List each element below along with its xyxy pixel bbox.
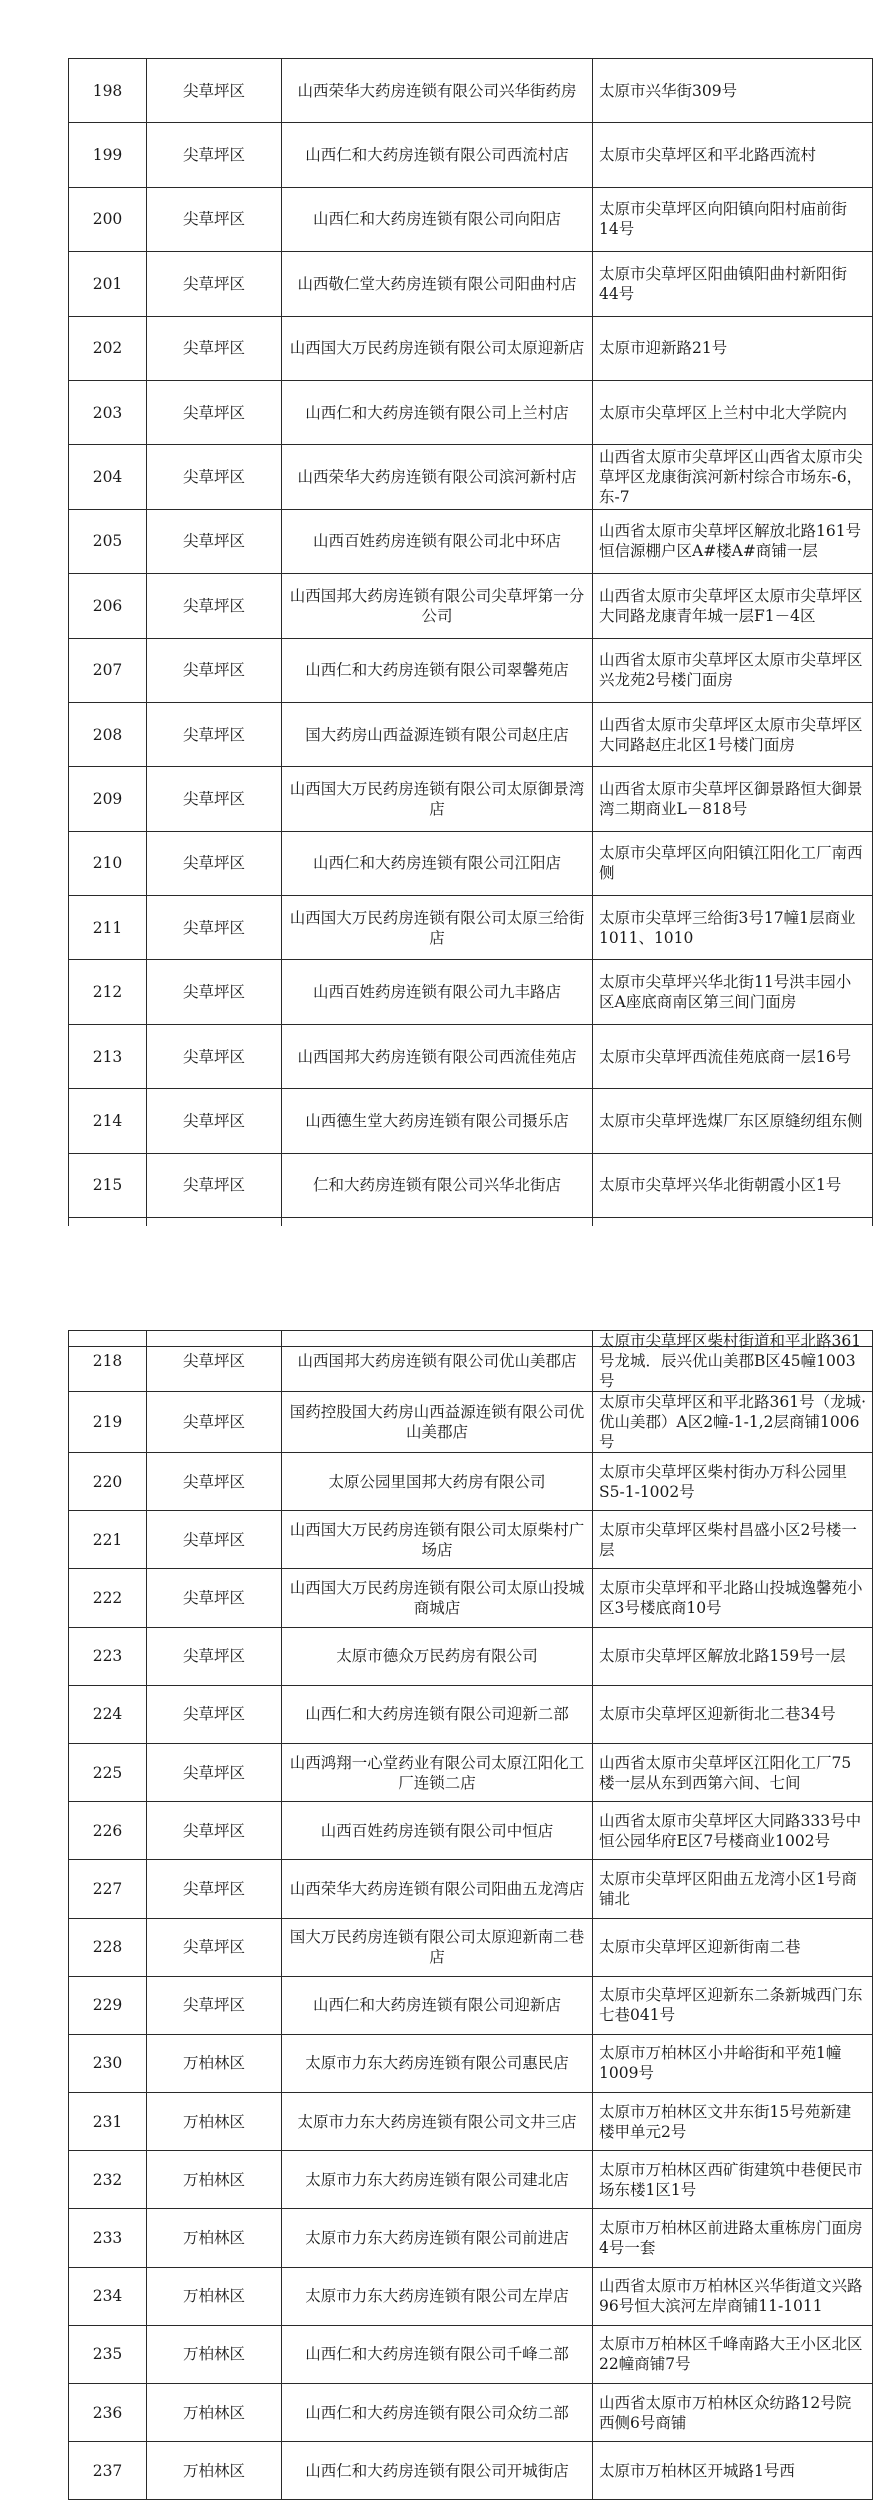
address-cell: 太原市迎新路21号 xyxy=(593,316,873,380)
row-number: 210 xyxy=(69,831,147,895)
pharmacy-name-cell: 山西仁和大药房连锁有限公司迎新二部 xyxy=(282,1685,593,1743)
row-number: 213 xyxy=(69,1024,147,1088)
pharmacy-name-cell: 太原市德众万民药房有限公司 xyxy=(282,1627,593,1685)
address-cell: 太原市万柏林区前进路太重栋房门面房4号一套 xyxy=(593,2209,873,2267)
table-row xyxy=(69,1511,873,1569)
address-cell: 太原市尖草坪区和平北路361号（龙城·优山美郡）A区2幢-1-1,2层商铺1006号 xyxy=(593,1392,873,1453)
pharmacy-name-cell: 山西鸿翔一心堂药业有限公司太原江阳化工厂连锁二店 xyxy=(282,1743,593,1801)
row-number: 199 xyxy=(69,123,147,187)
pharmacy-name-cell: 山西国大万民药房连锁有限公司太原迎新店 xyxy=(282,316,593,380)
address-cell: 山西省太原市尖草坪区解放北路161号恒信源棚户区A#楼A#商铺一层 xyxy=(593,509,873,573)
district-cell: 万柏林区 xyxy=(147,2442,282,2500)
table-row xyxy=(69,2267,873,2325)
address-cell: 太原市尖草坪区迎新街北二巷34号 xyxy=(593,1685,873,1743)
district-cell: 万柏林区 xyxy=(147,2384,282,2442)
address-cell: 太原市尖草坪和平北路山投城逸馨苑小区3号楼底商10号 xyxy=(593,1569,873,1627)
row-number: 226 xyxy=(69,1802,147,1860)
district-cell: 尖草坪区 xyxy=(147,1918,282,1976)
pharmacy-name-cell: 山西仁和大药房连锁有限公司江阳店 xyxy=(282,831,593,895)
district-cell: 尖草坪区 xyxy=(147,638,282,702)
row-number: 227 xyxy=(69,1860,147,1918)
pharmacy-name-cell: 太原市力东大药房连锁有限公司左岸店 xyxy=(282,2267,593,2325)
table-row xyxy=(69,509,873,573)
pharmacy-name-cell: 国大药房山西益源连锁有限公司赵庄店 xyxy=(282,702,593,766)
row-number: 204 xyxy=(69,445,147,509)
row-number: 205 xyxy=(69,509,147,573)
pharmacy-name-cell: 山西国大万民药房连锁有限公司太原御景湾店 xyxy=(282,767,593,831)
district-cell: 尖草坪区 xyxy=(147,831,282,895)
district-cell: 尖草坪区 xyxy=(147,767,282,831)
row-number: 231 xyxy=(69,2093,147,2151)
table-row xyxy=(69,1569,873,1627)
address-cell: 太原市尖草坪区阳曲五龙湾小区1号商铺北 xyxy=(593,1860,873,1918)
table-row xyxy=(69,1976,873,2034)
table-row xyxy=(69,252,873,316)
row-number: 224 xyxy=(69,1685,147,1743)
table-row xyxy=(69,1802,873,1860)
table-row xyxy=(69,702,873,766)
table-row xyxy=(69,574,873,638)
table-row xyxy=(69,1860,873,1918)
district-cell: 尖草坪区 xyxy=(147,1802,282,1860)
district-cell: 尖草坪区 xyxy=(147,1331,282,1392)
table-row xyxy=(69,2093,873,2151)
pharmacy-name-cell: 国大万民药房连锁有限公司太原迎新南二巷店 xyxy=(282,1918,593,1976)
pharmacy-name-cell: 国药控股国大药房山西益源连锁有限公司优山美郡店 xyxy=(282,1392,593,1453)
address-cell: 太原市尖草坪三给街3号17幢1层商业1011、1010 xyxy=(593,896,873,960)
pharmacy-name-cell: 山西敬仁堂大药房连锁有限公司阳曲村店 xyxy=(282,252,593,316)
district-cell: 万柏林区 xyxy=(147,2151,282,2209)
district-cell: 尖草坪区 xyxy=(147,59,282,123)
district-cell: 尖草坪区 xyxy=(147,1627,282,1685)
district-cell: 尖草坪区 xyxy=(147,960,282,1024)
table-row xyxy=(69,2209,873,2267)
address-cell: 太原市尖草坪区柴村街道和平北路361号龙城．辰兴优山美郡B区45幢1003号 xyxy=(593,1331,873,1392)
district-cell: 尖草坪区 xyxy=(147,1569,282,1627)
pharmacy-name-cell: 山西仁和大药房连锁有限公司迎新店 xyxy=(282,1976,593,2034)
row-number: 218 xyxy=(69,1331,147,1392)
pharmacy-name-cell: 太原市力东大药房连锁有限公司前进店 xyxy=(282,2209,593,2267)
row-number: 229 xyxy=(69,1976,147,2034)
pharmacy-name-cell: 山西国大万民药房连锁有限公司太原三给街店 xyxy=(282,896,593,960)
table-row xyxy=(69,896,873,960)
pharmacy-name-cell: 太原市力东大药房连锁有限公司文井三店 xyxy=(282,2093,593,2151)
pharmacy-name-cell: 山西国邦大药房连锁有限公司西流佳苑店 xyxy=(282,1024,593,1088)
district-cell: 万柏林区 xyxy=(147,2034,282,2092)
address-cell: 太原市尖草坪区迎新街南二巷 xyxy=(593,1918,873,1976)
table-row xyxy=(69,1453,873,1511)
district-cell: 尖草坪区 xyxy=(147,1089,282,1153)
row-number: 209 xyxy=(69,767,147,831)
pharmacy-name-cell: 山西荣华大药房连锁有限公司滨河新村店 xyxy=(282,445,593,509)
row-number: 201 xyxy=(69,252,147,316)
table-row xyxy=(69,1743,873,1801)
address-cell: 太原市尖草坪区和平北路西流村 xyxy=(593,123,873,187)
pharmacy-name-cell: 山西国大万民药房连锁有限公司太原山投城商城店 xyxy=(282,1569,593,1627)
pharmacy-name-cell: 山西仁和大药房连锁有限公司众纺二部 xyxy=(282,2384,593,2442)
row-number: 200 xyxy=(69,187,147,251)
address-cell: 山西省太原市尖草坪区太原市尖草坪区大同路龙康青年城一层F1－4区 xyxy=(593,574,873,638)
address-cell: 太原市尖草坪区向阳镇江阳化工厂南西侧 xyxy=(593,831,873,895)
row-number: 220 xyxy=(69,1453,147,1511)
table-row xyxy=(69,123,873,187)
table-row xyxy=(69,380,873,444)
row-number: 235 xyxy=(69,2325,147,2383)
pharmacy-name-cell: 山西百姓药房连锁有限公司北中环店 xyxy=(282,509,593,573)
district-cell: 尖草坪区 xyxy=(147,445,282,509)
row-number: 223 xyxy=(69,1627,147,1685)
address-cell: 太原市万柏林区千峰南路大王小区北区22幢商铺7号 xyxy=(593,2325,873,2383)
district-cell: 尖草坪区 xyxy=(147,1511,282,1569)
address-cell: 山西省太原市尖草坪区太原市尖草坪区兴龙苑2号楼门面房 xyxy=(593,638,873,702)
row-number: 207 xyxy=(69,638,147,702)
table-row xyxy=(69,1918,873,1976)
table-body xyxy=(69,59,873,1347)
district-cell: 尖草坪区 xyxy=(147,1024,282,1088)
pharmacy-table-page-1 xyxy=(68,58,873,1347)
district-cell: 万柏林区 xyxy=(147,2093,282,2151)
district-cell: 万柏林区 xyxy=(147,2325,282,2383)
pharmacy-name-cell: 山西国邦大药房连锁有限公司尖草坪第一分公司 xyxy=(282,574,593,638)
district-cell: 万柏林区 xyxy=(147,2209,282,2267)
address-cell: 太原市尖草坪兴华北街朝霞小区1号 xyxy=(593,1153,873,1217)
district-cell: 尖草坪区 xyxy=(147,896,282,960)
pharmacy-name-cell: 太原公园里国邦大药房有限公司 xyxy=(282,1453,593,1511)
district-cell: 尖草坪区 xyxy=(147,1392,282,1453)
row-number: 215 xyxy=(69,1153,147,1217)
district-cell: 尖草坪区 xyxy=(147,1976,282,2034)
table-row xyxy=(69,1089,873,1153)
address-cell: 太原市尖草坪区向阳镇向阳村庙前街14号 xyxy=(593,187,873,251)
pharmacy-name-cell: 山西国邦大药房连锁有限公司优山美郡店 xyxy=(282,1331,593,1392)
table-row xyxy=(69,2442,873,2500)
table-row xyxy=(69,1331,873,1392)
address-cell: 山西省太原市尖草坪区大同路333号中恒公园华府E区7号楼商业1002号 xyxy=(593,1802,873,1860)
district-cell: 尖草坪区 xyxy=(147,252,282,316)
table-row xyxy=(69,1685,873,1743)
address-cell: 太原市万柏林区西矿街建筑中巷便民市场东楼1区1号 xyxy=(593,2151,873,2209)
address-cell: 太原市万柏林区开城路1号西 xyxy=(593,2442,873,2500)
district-cell: 尖草坪区 xyxy=(147,1685,282,1743)
row-number: 237 xyxy=(69,2442,147,2500)
district-cell: 尖草坪区 xyxy=(147,1743,282,1801)
page-gap xyxy=(0,1226,886,1330)
address-cell: 太原市尖草坪区柴村街办万科公园里S5-1-1002号 xyxy=(593,1453,873,1511)
row-number: 198 xyxy=(69,59,147,123)
address-cell: 太原市万柏林区小井峪街和平苑1幢1009号 xyxy=(593,2034,873,2092)
table-row xyxy=(69,316,873,380)
table-row xyxy=(69,59,873,123)
table-row xyxy=(69,2384,873,2442)
table-body xyxy=(69,1331,873,2500)
pharmacy-name-cell: 山西百姓药房连锁有限公司九丰路店 xyxy=(282,960,593,1024)
row-number: 211 xyxy=(69,896,147,960)
pharmacy-name-cell: 太原市力东大药房连锁有限公司惠民店 xyxy=(282,2034,593,2092)
pharmacy-name-cell: 山西仁和大药房连锁有限公司上兰村店 xyxy=(282,380,593,444)
row-number: 221 xyxy=(69,1511,147,1569)
pharmacy-name-cell: 山西百姓药房连锁有限公司中恒店 xyxy=(282,1802,593,1860)
pharmacy-table-page-2 xyxy=(68,1330,873,2500)
pharmacy-name-cell: 山西国大万民药房连锁有限公司太原柴村广场店 xyxy=(282,1511,593,1569)
address-cell: 太原市尖草坪西流佳苑底商一层16号 xyxy=(593,1024,873,1088)
row-number: 212 xyxy=(69,960,147,1024)
address-cell: 太原市万柏林区文井东街15号苑新建楼甲单元2号 xyxy=(593,2093,873,2151)
district-cell: 尖草坪区 xyxy=(147,574,282,638)
address-cell: 山西省太原市尖草坪区山西省太原市尖草坪区龙康街滨河新村综合市场东-6，东-7 xyxy=(593,445,873,509)
address-cell: 太原市尖草坪区上兰村中北大学院内 xyxy=(593,380,873,444)
table-row xyxy=(69,445,873,509)
table-row xyxy=(69,831,873,895)
table-row xyxy=(69,767,873,831)
district-cell: 尖草坪区 xyxy=(147,316,282,380)
pharmacy-name-cell: 山西仁和大药房连锁有限公司翠馨苑店 xyxy=(282,638,593,702)
district-cell: 尖草坪区 xyxy=(147,702,282,766)
district-cell: 尖草坪区 xyxy=(147,123,282,187)
address-cell: 太原市尖草坪选煤厂东区原缝纫组东侧 xyxy=(593,1089,873,1153)
table-row xyxy=(69,187,873,251)
table-row xyxy=(69,1627,873,1685)
row-number: 219 xyxy=(69,1392,147,1453)
address-cell: 太原市尖草坪区解放北路159号一层 xyxy=(593,1627,873,1685)
row-number: 230 xyxy=(69,2034,147,2092)
table-row xyxy=(69,2151,873,2209)
pharmacy-name-cell: 山西仁和大药房连锁有限公司西流村店 xyxy=(282,123,593,187)
pharmacy-name-cell: 山西德生堂大药房连锁有限公司摄乐店 xyxy=(282,1089,593,1153)
pharmacy-name-cell: 山西荣华大药房连锁有限公司阳曲五龙湾店 xyxy=(282,1860,593,1918)
district-cell: 尖草坪区 xyxy=(147,187,282,251)
table-row xyxy=(69,960,873,1024)
row-number: 214 xyxy=(69,1089,147,1153)
row-number: 203 xyxy=(69,380,147,444)
address-cell: 山西省太原市尖草坪区太原市尖草坪区大同路赵庄北区1号楼门面房 xyxy=(593,702,873,766)
pharmacy-name-cell: 山西仁和大药房连锁有限公司千峰二部 xyxy=(282,2325,593,2383)
pharmacy-name-cell: 仁和大药房连锁有限公司兴华北街店 xyxy=(282,1153,593,1217)
pharmacy-name-cell: 山西荣华大药房连锁有限公司兴华街药房 xyxy=(282,59,593,123)
row-number: 233 xyxy=(69,2209,147,2267)
address-cell: 太原市兴华街309号 xyxy=(593,59,873,123)
district-cell: 尖草坪区 xyxy=(147,380,282,444)
pharmacy-name-cell: 山西仁和大药房连锁有限公司开城街店 xyxy=(282,2442,593,2500)
address-cell: 太原市尖草坪兴华北街11号洪丰园小区A座底商南区第三间门面房 xyxy=(593,960,873,1024)
address-cell: 山西省太原市尖草坪区江阳化工厂75楼一层从东到西第六间、七间 xyxy=(593,1743,873,1801)
district-cell: 尖草坪区 xyxy=(147,1153,282,1217)
pharmacy-name-cell: 太原市力东大药房连锁有限公司建北店 xyxy=(282,2151,593,2209)
row-number: 225 xyxy=(69,1743,147,1801)
row-number: 206 xyxy=(69,574,147,638)
district-cell: 万柏林区 xyxy=(147,2267,282,2325)
district-cell: 尖草坪区 xyxy=(147,1453,282,1511)
row-number: 232 xyxy=(69,2151,147,2209)
address-cell: 太原市尖草坪区柴村昌盛小区2号楼一层 xyxy=(593,1511,873,1569)
table-row xyxy=(69,1392,873,1453)
address-cell: 太原市尖草坪区迎新东二条新城西门东七巷041号 xyxy=(593,1976,873,2034)
table-row xyxy=(69,2034,873,2092)
address-cell: 山西省太原市万柏林区兴华街道文兴路96号恒大滨河左岸商铺11-1011 xyxy=(593,2267,873,2325)
address-cell: 山西省太原市尖草坪区御景路恒大御景湾二期商业L－818号 xyxy=(593,767,873,831)
row-number: 236 xyxy=(69,2384,147,2442)
row-number: 222 xyxy=(69,1569,147,1627)
row-number: 234 xyxy=(69,2267,147,2325)
district-cell: 尖草坪区 xyxy=(147,509,282,573)
pharmacy-name-cell: 山西仁和大药房连锁有限公司向阳店 xyxy=(282,187,593,251)
address-cell: 山西省太原市万柏林区众纺路12号院西侧6号商铺 xyxy=(593,2384,873,2442)
district-cell: 尖草坪区 xyxy=(147,1860,282,1918)
table-row xyxy=(69,1153,873,1217)
row-number: 202 xyxy=(69,316,147,380)
row-number: 228 xyxy=(69,1918,147,1976)
address-cell: 太原市尖草坪区阳曲镇阳曲村新阳街44号 xyxy=(593,252,873,316)
table-row xyxy=(69,1024,873,1088)
row-number: 208 xyxy=(69,702,147,766)
table-row xyxy=(69,638,873,702)
table-row xyxy=(69,2325,873,2383)
